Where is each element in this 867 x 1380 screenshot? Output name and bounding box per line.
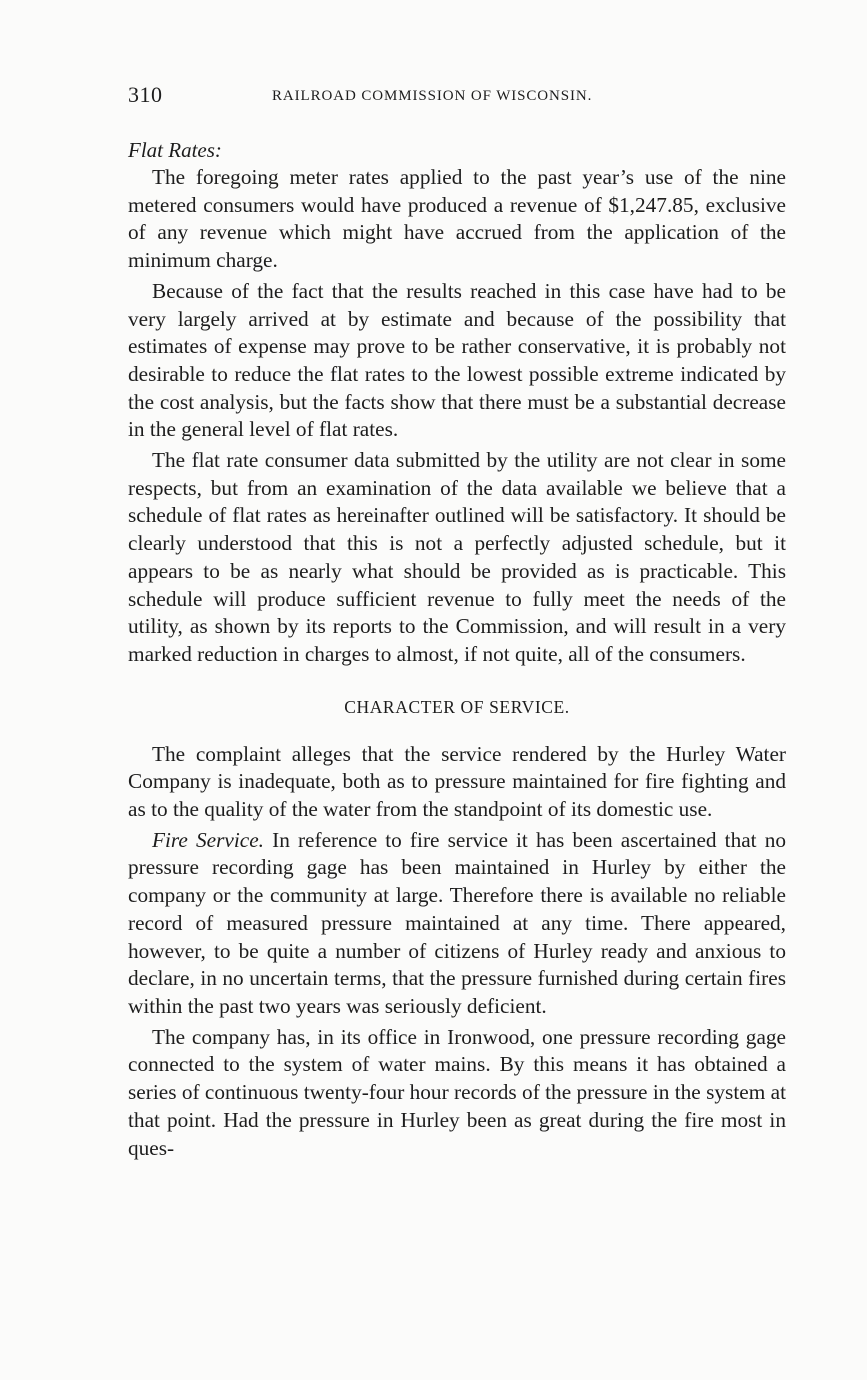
fire-service-paragraph <box>128 827 786 1021</box>
paragraph: The flat rate consumer data submitted by the utility are not clear in some respects, but from an examination of the data available we believe that a schedule of flat rates as hereinafter outlined will be satisfactory. It should be clearly understood that this is not a perfectly adjusted schedule, but it appears to be as nearly what should be provided as is practicable. This schedule will produce sufficient revenue to fully meet the needs of the utility, as shown by its reports to the Commission, and will result in a very marked reduction in charges to almost, if not quite, all of the consumers. <box>128 448 786 666</box>
paragraph: The foregoing meter rates applied to the past year’s use of the nine metered consumers would have produced a revenue of $1,247.85, exclusive of any revenue which might have accrued from the application of the minimum charge. <box>128 165 786 273</box>
running-head: RAILROAD COMMISSION OF WISCONSIN. <box>272 88 593 104</box>
paragraph: The complaint alleges that the service rendered by the Hurley Water Company is inadequate, both as to pressure maintained for fire fighting and as to the quality of the water from the standpoint of its domestic use. <box>128 741 786 822</box>
flat-rates-label: Flat Rates: <box>128 138 222 162</box>
page-number: 310 <box>128 82 163 107</box>
document-page <box>128 82 786 1165</box>
paragraph: Because of the fact that the results reached in this case have had to be very largely arrived at by estimate and because of the possibility that estimates of expense may prove to be rather conservative, it is probably not desirable to reduce the flat rates to the lowest possible extreme indicated by the cost analysis, but the facts show that there must be a substantial decrease in the general level of flat rates. <box>128 278 786 442</box>
page-header <box>128 82 786 112</box>
fire-service-label: Fire Service. <box>152 827 264 852</box>
section-heading <box>128 695 786 719</box>
fire-service-text: In reference to fire service it has been ascertained that no pressure recording gage has been maintained in Hurley by either the company or the community at large. Therefore there is available no reliable record of measured pressure maintained at any time. There appeared, however, to be quite a number of citizens of Hurley ready and anxious to declare, in no uncertain terms, that the pressure furnished during certain fires within the past two years was seriously deficient. <box>128 827 786 1018</box>
character-of-service-heading: CHARACTER OF SERVICE. <box>344 696 570 717</box>
paragraph: The company has, in its office in Ironwood, one pressure recording gage connected to the system of water mains. By this means it has obtained a series of continuous twenty-four hour records of the pressure in the system at that point. Had the pressure in Hurley been as great during the fire most in ques- <box>128 1024 786 1160</box>
